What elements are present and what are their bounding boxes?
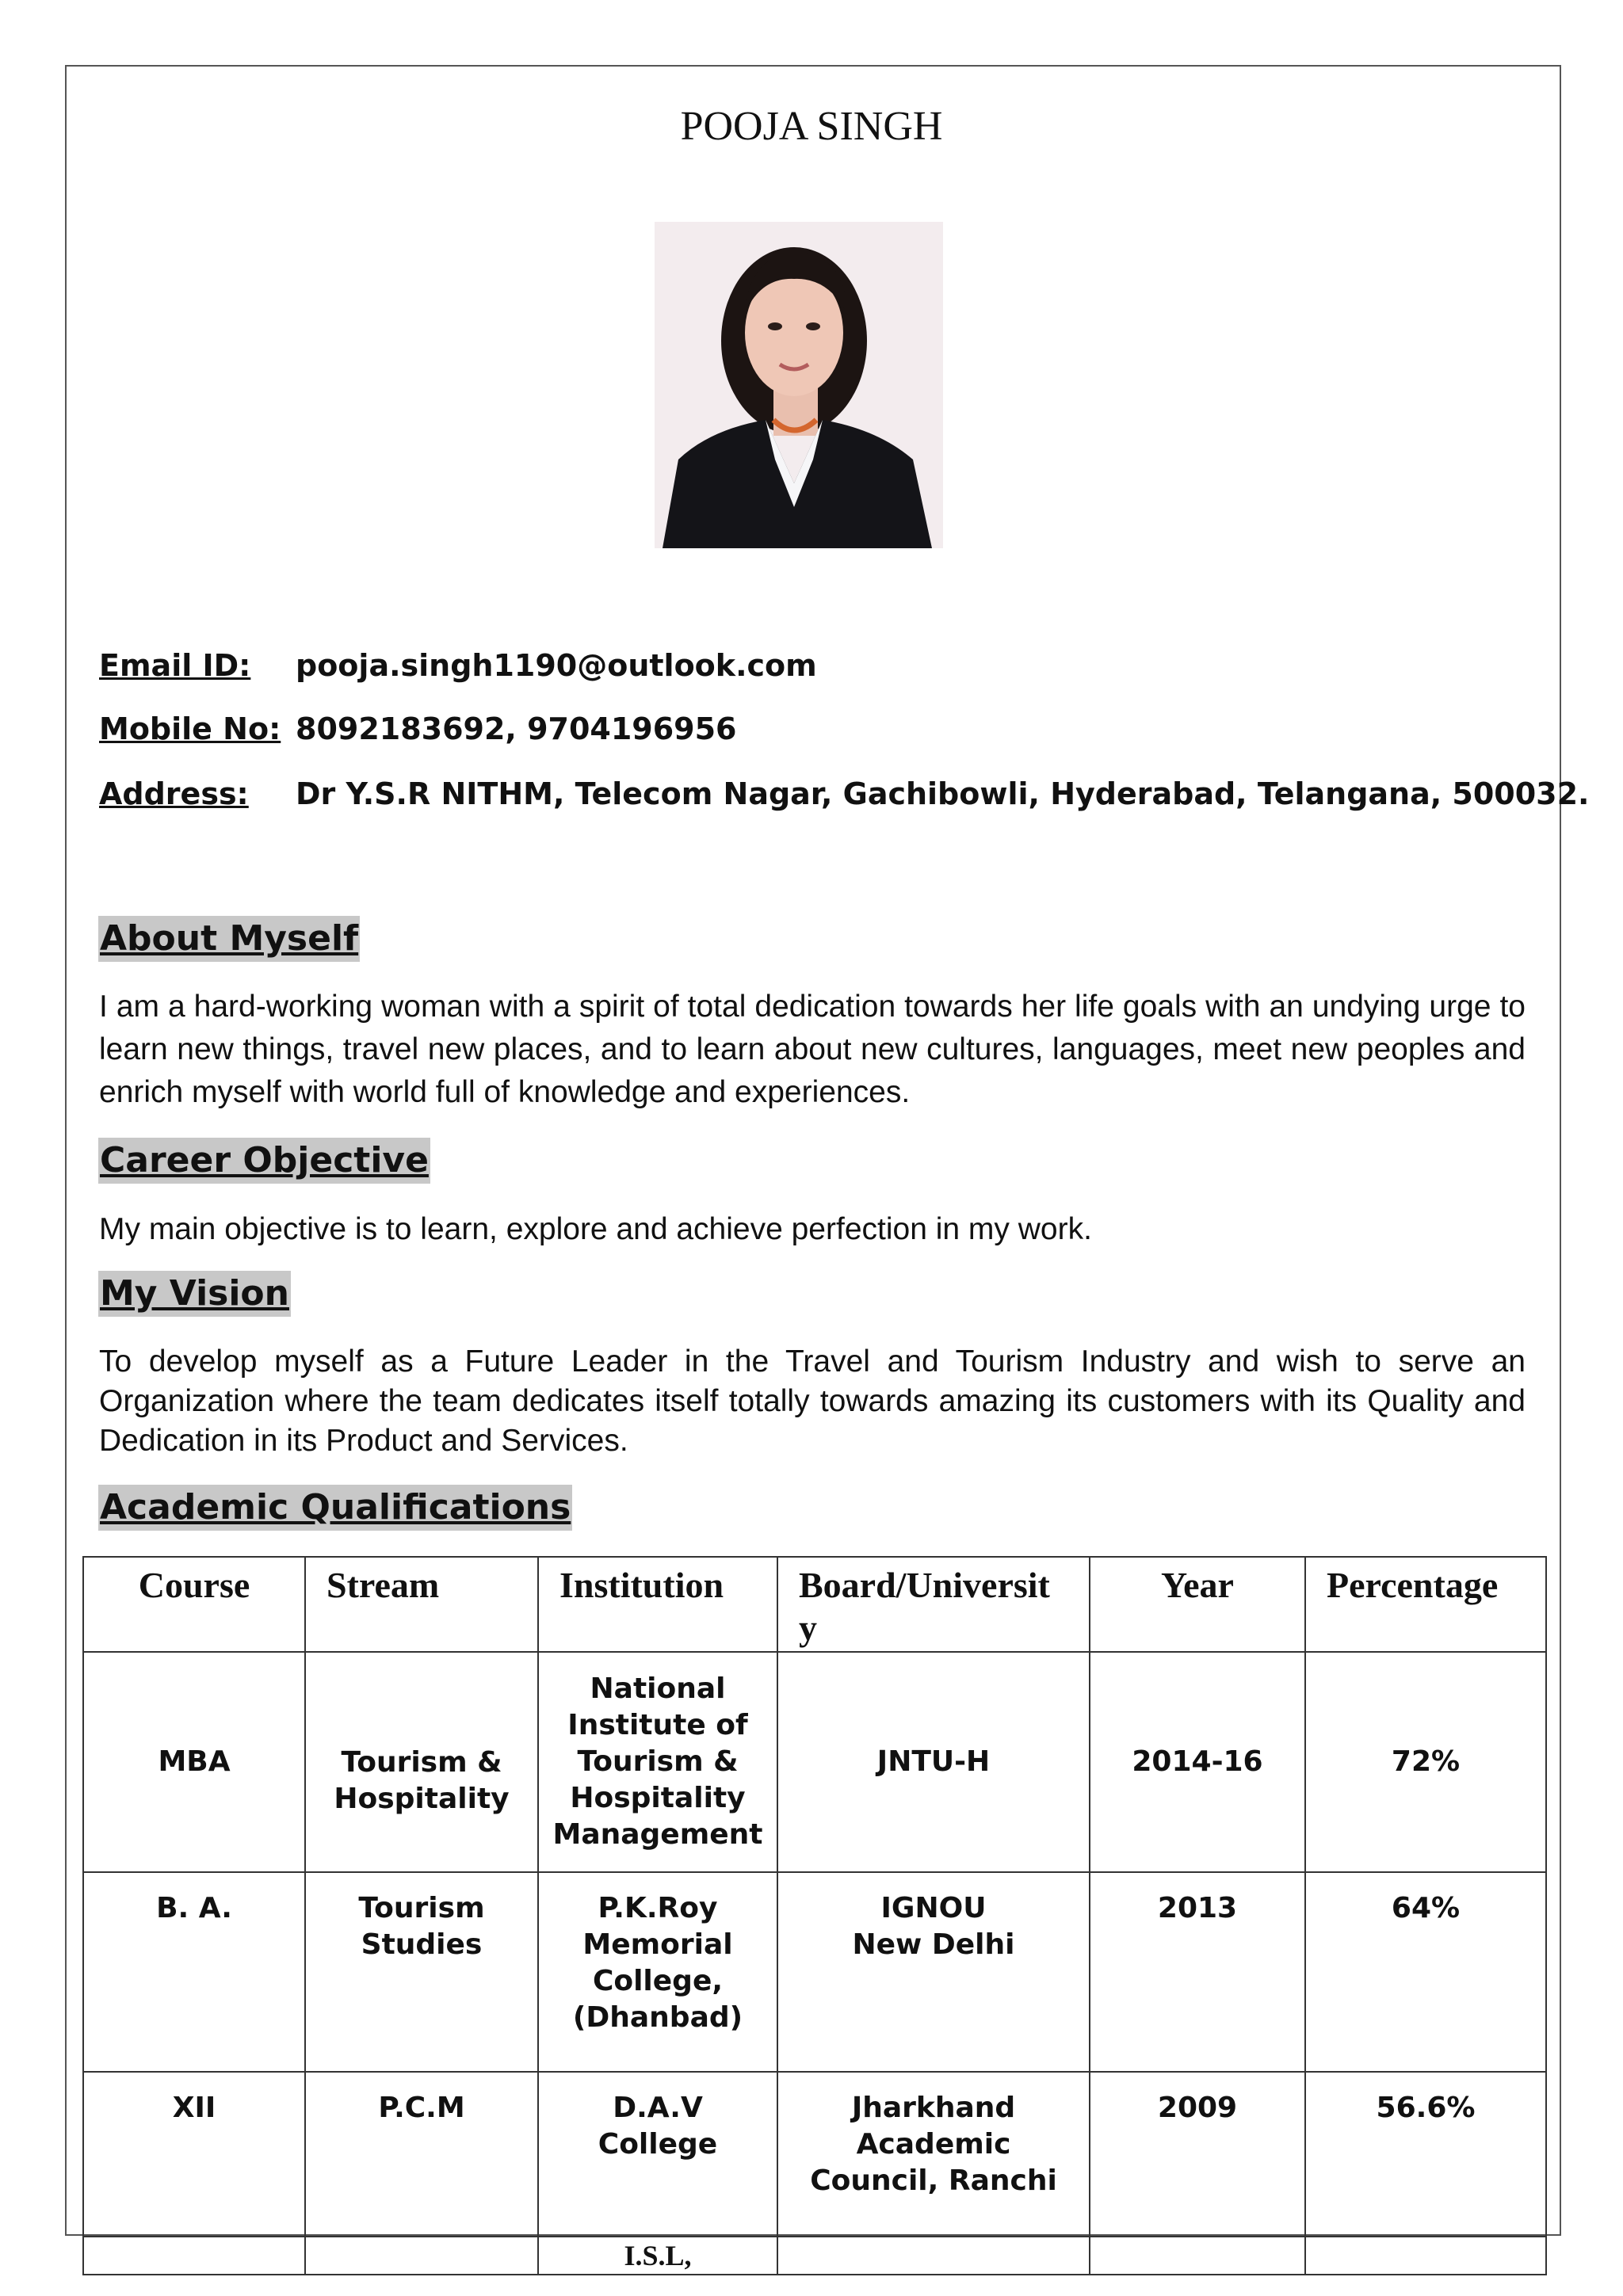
- vision-heading: My Vision: [98, 1271, 291, 1317]
- cell-board: Jharkhand Academic Council, Ranchi: [777, 2072, 1090, 2237]
- candidate-name: POOJA SINGH: [680, 104, 943, 149]
- cell-year: 2009: [1090, 2072, 1305, 2237]
- table-row: [83, 2072, 1546, 2237]
- cell-institution: I.S.L,: [538, 2237, 777, 2275]
- cell-stream: [305, 2237, 538, 2275]
- about-heading: About Myself: [98, 916, 360, 962]
- career-heading: Career Objective: [98, 1138, 430, 1184]
- portrait-illustration: [655, 222, 943, 548]
- table-row: [83, 1872, 1546, 2072]
- cell-institution: P.K.Roy Memorial College, (Dhanbad): [538, 1872, 777, 2072]
- header-percentage: Percentage: [1305, 1557, 1546, 1652]
- header-year: Year: [1090, 1557, 1305, 1652]
- table-row: [83, 2237, 1546, 2275]
- cell-board: [777, 2237, 1090, 2275]
- address-value: Dr Y.S.R NITHM, Telecom Nagar, Gachibowli, Hyderabad, Telangana, 500032.: [296, 776, 1590, 811]
- cell-board: IGNOU New Delhi: [777, 1872, 1090, 2072]
- cell-percentage: 56.6%: [1305, 2072, 1546, 2237]
- cell-percentage: 72%: [1305, 1652, 1546, 1872]
- cell-stream: P.C.M: [305, 2072, 538, 2237]
- cell-board: JNTU-H: [777, 1652, 1090, 1872]
- about-text: I am a hard-working woman with a spirit of total dedication towards her life goals with an undying urge to learn new things, travel new places, and to learn about new cultures, languages, meet new peoples and enrich myself with world full of knowledge and experiences.: [99, 990, 1526, 1109]
- cell-percentage: 64%: [1305, 1872, 1546, 2072]
- academic-qualifications-table: [82, 1556, 1547, 2275]
- academics-heading: Academic Qualifications: [98, 1485, 572, 1531]
- cell-year: 2013: [1090, 1872, 1305, 2072]
- mobile-value: 8092183692, 9704196956: [296, 711, 737, 746]
- cell-course: XII: [83, 2072, 305, 2237]
- career-text: My main objective is to learn, explore and achieve perfection in my work.: [99, 1212, 1092, 1246]
- cell-institution: National Institute of Tourism & Hospitality Management: [538, 1652, 777, 1872]
- cell-course: MBA: [83, 1652, 305, 1872]
- email-label: Email ID:: [99, 648, 251, 683]
- header-stream: Stream: [305, 1557, 538, 1652]
- header-board-university: Board/Universit y: [777, 1557, 1090, 1652]
- vision-text: To develop myself as a Future Leader in the Travel and Tourism Industry and wish to serve an Organization where the team dedicates itself totally towards amazing its customers with its Quality and Dedication in its Product and Services.: [99, 1344, 1526, 1458]
- cell-course: B. A.: [83, 1872, 305, 2072]
- header-institution: Institution: [538, 1557, 777, 1652]
- cell-course: [83, 2237, 305, 2275]
- cell-year: [1090, 2237, 1305, 2275]
- cell-year: 2014-16: [1090, 1652, 1305, 1872]
- table-row: [83, 1652, 1546, 1872]
- email-value[interactable]: pooja.singh1190@outlook.com: [296, 648, 817, 683]
- profile-photo: [655, 222, 943, 548]
- header-course: Course: [83, 1557, 305, 1652]
- cell-percentage: [1305, 2237, 1546, 2275]
- cell-stream: Tourism Studies: [305, 1872, 538, 2072]
- cell-institution: D.A.V College: [538, 2072, 777, 2237]
- cell-stream: Tourism & Hospitality: [305, 1652, 538, 1872]
- address-label: Address:: [99, 776, 249, 811]
- mobile-label: Mobile No:: [99, 711, 281, 746]
- table-header-row: [83, 1557, 1546, 1652]
